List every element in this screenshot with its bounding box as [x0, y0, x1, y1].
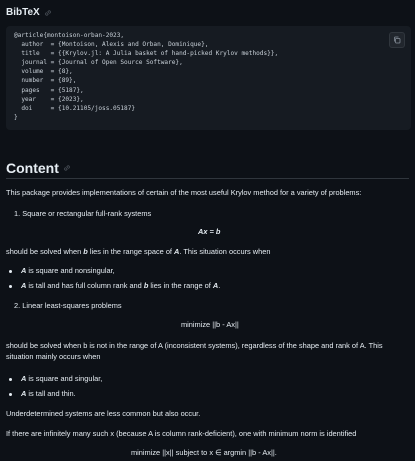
equation-ax-b: Ax = b — [198, 227, 221, 236]
bullet-dot — [9, 393, 12, 396]
solved-when-1: should be solved when b lies in the range space of A. This situation occurs when — [6, 247, 271, 256]
content-heading-text: Content — [6, 160, 59, 176]
copy-button[interactable] — [389, 32, 405, 48]
list-item-2: 2. Linear least-squares problems — [14, 301, 122, 310]
bullet-square-nonsingular: A is square and nonsingular, — [21, 266, 115, 275]
link-icon[interactable] — [44, 9, 52, 17]
bullet-tall-full-rank: A is tall and has full column rank and b lies in the range of A. — [21, 281, 221, 290]
solved-when-2-line2: situation mainly occurs when — [6, 352, 101, 361]
bibtex-heading — [6, 7, 52, 18]
copy-icon — [393, 36, 401, 44]
list-item-1: 1. Square or rectangular full-rank systems — [14, 209, 152, 218]
content-heading — [6, 160, 71, 176]
bullet-dot — [9, 378, 12, 381]
bullet-square-singular: A is square and singular, — [21, 374, 103, 383]
bibtex-heading-text: BibTeX — [6, 7, 40, 18]
underdetermined-text: Underdetermined systems are less common but also occur. — [6, 409, 201, 418]
bullet-dot — [9, 270, 12, 273]
heading-divider — [6, 178, 409, 179]
bullet-dot — [9, 285, 12, 288]
bullet-tall-thin: A is tall and thin. — [21, 389, 76, 398]
link-icon[interactable] — [63, 164, 71, 172]
solved-when-2-line1: should be solved when b is not in the range of A (inconsistent systems), regardless of the shape and rank of A. This — [6, 341, 383, 350]
bibtex-code: @article{montoison-orban-2023, author = {Montoison, Alexis and Orban, Dominique}, title = {{Krylov.jl: A Julia basket of hand-picked Krylov methods}}, journal = {Journal of Open Source Software}, volume = {8}, number = {89}, pages = {5187}, year = {2023}, doi = {10.21105/joss.05187} } — [14, 32, 279, 121]
equation-minimize-residual: minimize ||b - Ax|| — [181, 320, 239, 329]
infinite-solutions-text: If there are infinitely many such x (because A is column rank-deficient), one with minimum norm is identified — [6, 429, 357, 438]
equation-minimize-norm: minimize ||x|| subject to x ∈ argmin ||b - Ax||. — [131, 448, 277, 457]
intro-text: This package provides implementations of certain of the most useful Krylov method for a variety of problems: — [6, 188, 362, 197]
bibtex-code-block — [6, 26, 411, 130]
